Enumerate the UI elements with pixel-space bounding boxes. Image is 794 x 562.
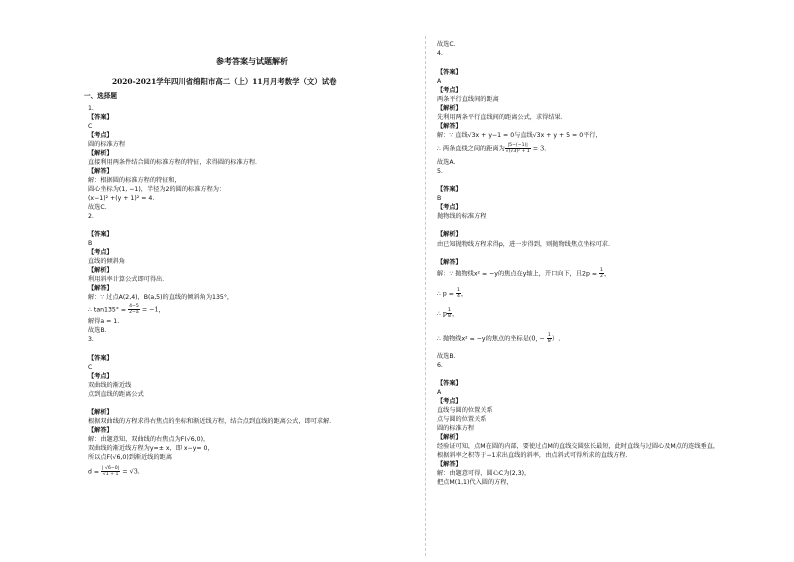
right-line-text: 由已知抛物线方程求得p，进一步得到，则抛物线焦点坐标可求． <box>437 241 615 248</box>
p-fraction-tail: ， <box>460 289 468 298</box>
right-line <box>437 113 567 122</box>
parallel-distance-tail: = 3. <box>530 144 547 153</box>
right-line <box>437 388 441 397</box>
right-line <box>437 77 441 86</box>
two-p-tail: ， <box>603 269 611 278</box>
right-line-text: 【考点】 <box>437 204 462 211</box>
right-line <box>437 415 487 424</box>
p-over-2-fraction-numerator: 1 <box>448 308 451 313</box>
parallel-distance-fraction-denominator: √(√3)² + 1 <box>505 149 530 155</box>
focus-fraction-numerator: 1 <box>547 333 551 338</box>
right-line <box>437 268 610 279</box>
right-line <box>437 240 614 249</box>
left-line <box>88 275 168 284</box>
right-line <box>437 185 462 194</box>
left-line-text: 【考点】 <box>88 373 113 380</box>
parallel-distance-fraction-numerator: |5−(−1)| <box>505 143 531 149</box>
left-line-text: 直接利用两条件结合圆的标准方程的特征，求得圆的标准方程． <box>88 159 262 166</box>
left-line <box>88 326 111 335</box>
p-fraction-denominator: 4 <box>456 294 460 300</box>
right-line-text: ∴ p = <box>437 290 456 298</box>
left-line-text: 解：∵ 过点A(2,4)，B(a,5)的直线的倾斜角为135°， <box>88 294 234 301</box>
doc-subtitle: 2020-2021学年四川省绵阳市高二（上）11月月考数学（文）试卷 <box>112 77 337 86</box>
left-line <box>88 284 113 293</box>
left-line <box>88 167 113 176</box>
right-line-text: 根据斜率之积等于−1求出直线的斜率，由点斜式可得所求的直线方程． <box>437 452 632 459</box>
tan-fraction-numerator: 4−5 <box>129 304 139 309</box>
left-line <box>88 212 94 221</box>
right-line <box>437 333 560 344</box>
left-line <box>88 158 261 167</box>
left-line-text: 【答案】 <box>88 114 113 121</box>
doc-title: 参考答案与试题解析 <box>216 56 288 66</box>
two-p-fraction-numerator: 1 <box>600 268 603 273</box>
left-line <box>88 466 140 477</box>
left-line <box>88 266 113 275</box>
left-line-text: 圆心坐标为(1, −1)，半径为2的圆的标准方程为： <box>88 186 226 193</box>
left-line <box>88 444 214 453</box>
left-line <box>88 113 113 122</box>
left-line-text: 【解析】 <box>88 409 113 416</box>
distance-fraction-numerator: | √6−0| <box>102 466 120 471</box>
right-line <box>437 361 443 370</box>
left-line-text: 【答案】 <box>88 231 113 238</box>
distance-fraction <box>101 466 120 477</box>
left-line-text: C <box>88 364 93 371</box>
right-line-text: 【解析】 <box>437 434 462 441</box>
p-over-2-fraction-denominator: 8 <box>448 314 451 320</box>
left-line <box>88 149 113 158</box>
right-line-text: 把点M(1,1)代入圆的方程， <box>437 479 513 486</box>
left-line <box>88 426 113 435</box>
left-line-text: 解得a = 1. <box>88 318 120 325</box>
right-line-text: 【考点】 <box>437 398 462 405</box>
right-line-text: 点与圆的位置关系 <box>437 416 487 423</box>
left-line-text: 2. <box>88 213 94 220</box>
left-line-text: 点到直线的距离公式 <box>88 391 144 398</box>
right-line <box>437 424 474 433</box>
left-line-text: 【考点】 <box>88 249 113 256</box>
left-line-text: 【解答】 <box>88 285 113 292</box>
left-line-text: 双曲线的渐近线方程为y=± x，即 x−y= 0， <box>88 445 214 452</box>
right-line-text: A <box>437 389 442 396</box>
left-line <box>88 435 209 444</box>
left-line-text: 圆的标准方程 <box>88 141 126 148</box>
two-p-fraction-denominator: 2 <box>600 274 603 280</box>
left-line-text: 故选C． <box>88 204 111 211</box>
right-line <box>437 478 513 487</box>
left-line <box>88 194 154 203</box>
right-line-text: 4. <box>437 50 443 57</box>
tan-fraction-denominator: 2−a <box>129 310 139 316</box>
right-line-text: 故选B． <box>437 353 460 360</box>
right-line-text: 解：∵ 抛物线x² = −y的焦点在y轴上，开口向下，且2p = <box>437 270 600 278</box>
right-line <box>437 212 487 221</box>
right-line <box>437 40 460 49</box>
right-line <box>437 451 632 460</box>
right-line-text: 【解答】 <box>437 461 462 468</box>
right-line <box>437 258 462 267</box>
right-line-text: 【解答】 <box>437 123 462 130</box>
right-line <box>437 68 462 77</box>
left-line-text: 【解析】 <box>88 150 113 157</box>
right-line <box>437 397 462 406</box>
left-line <box>88 408 113 417</box>
left-line-text: 解：由题意知，双曲线的右焦点为F(√6,0)， <box>88 436 210 443</box>
left-line-text: 利用斜率计算公式即可得出． <box>88 276 169 283</box>
left-line-text: 【答案】 <box>88 355 113 362</box>
left-line <box>88 381 131 390</box>
right-line <box>437 143 546 154</box>
column-divider <box>425 36 426 556</box>
p-fraction-numerator: 1 <box>456 288 460 293</box>
left-line <box>88 230 113 239</box>
left-line-text: 【解答】 <box>88 168 113 175</box>
right-line <box>437 469 530 478</box>
right-line <box>437 104 462 113</box>
right-line <box>437 288 467 299</box>
right-line <box>437 433 462 442</box>
right-line-text: 直线与圆的位置关系 <box>437 407 493 414</box>
right-line-text: 圆的标准方程 <box>437 425 475 432</box>
right-line <box>437 49 443 58</box>
left-line-text: 故选B． <box>88 327 111 334</box>
right-line <box>437 167 443 176</box>
left-line <box>88 390 144 399</box>
p-over-2-tail: ， <box>451 309 459 318</box>
left-line <box>88 363 92 372</box>
right-line-text: 【解答】 <box>437 259 462 266</box>
right-line <box>437 308 458 319</box>
left-line <box>88 453 172 462</box>
right-line-text: 经验证可知，点M在圆的内部，要使过点M的直线交圆弦长最短，此时直线与过圆心及M点的连线垂直， <box>437 443 720 450</box>
tan-fraction <box>128 304 140 315</box>
right-line-text: ∴ 抛物线x² = −y的焦点的坐标是 <box>437 335 529 343</box>
left-line <box>88 304 165 315</box>
left-line-text: 【解析】 <box>88 267 113 274</box>
right-line <box>437 460 462 469</box>
right-line-text: 【考点】 <box>437 87 462 94</box>
tan-fraction-tail: = −1， <box>139 305 166 314</box>
left-line-text: d = <box>88 468 102 476</box>
right-line-text: 两条平行直线间的距离 <box>437 96 499 103</box>
left-line-text: ∴ tan135° = <box>88 306 129 314</box>
section-heading: 一、选择题 <box>84 92 117 100</box>
left-line <box>88 122 92 131</box>
right-line <box>437 95 499 104</box>
right-line-text: 【解析】 <box>437 231 462 238</box>
right-line <box>437 230 462 239</box>
left-line-text: 直线的倾斜角 <box>88 258 126 265</box>
right-line <box>437 86 462 95</box>
right-line-text: 解：∵ 直线√3x + y−1 = 0与直线√3x + y + 5 = 0平行， <box>437 132 602 139</box>
p-over-2-label: p <box>442 309 447 318</box>
left-line-text: 根据双曲线的方程求得右焦点的坐标和渐近线方程，结合点到直线的距离公式，即可求解． <box>88 418 336 425</box>
right-line <box>437 203 462 212</box>
right-line-text: A <box>437 78 442 85</box>
right-line-text: 解：由题意可得，圆心C为(2,3)， <box>437 470 531 477</box>
right-line-text: ∴ <box>437 310 443 318</box>
focus-open: (0, − <box>528 334 547 343</box>
left-line <box>88 131 113 140</box>
left-line-text: (x−1)² +(y + 1)² = 4. <box>88 195 155 202</box>
right-line-text: B <box>437 195 442 202</box>
distance-fraction-tail: = √3. <box>120 467 140 476</box>
left-line-text: 【考点】 <box>88 132 113 139</box>
right-line-text: 先利用两条平行直线间的距离公式，求得结果． <box>437 114 567 121</box>
left-line <box>88 354 113 363</box>
left-line-text: 解：根据圆的标准方程的特征和， <box>88 177 181 184</box>
left-line <box>88 257 125 266</box>
left-line-text: 3. <box>88 336 94 343</box>
focus-fraction-denominator: 8 <box>547 339 551 345</box>
right-line-text: 抛物线的标准方程 <box>437 213 487 220</box>
left-line <box>88 203 111 212</box>
left-line-text: 所以点F(√6,0)到渐近线的距离 <box>88 454 173 461</box>
right-line <box>437 406 493 415</box>
parallel-distance-fraction <box>505 143 531 154</box>
right-line <box>437 352 460 361</box>
distance-fraction-denominator: √1 + 1 <box>102 472 119 478</box>
left-line-text: 【解答】 <box>88 427 113 434</box>
right-line-text: 故选A． <box>437 159 460 166</box>
right-line <box>437 194 441 203</box>
left-line-text: 1. <box>88 105 94 112</box>
right-line-text: 5. <box>437 168 443 175</box>
right-line <box>437 158 460 167</box>
left-line <box>88 417 336 426</box>
right-line <box>437 122 462 131</box>
focus-close: ）. <box>551 334 561 343</box>
left-line <box>88 176 181 185</box>
right-line-text: ∴ 两条直线之间的距离为 <box>437 145 505 153</box>
left-line <box>88 335 94 344</box>
left-line <box>88 248 113 257</box>
left-line-text: 双曲线的渐近线 <box>88 382 132 389</box>
left-line-text: C <box>88 123 93 130</box>
left-line <box>88 317 119 326</box>
right-line-text: 【答案】 <box>437 380 462 387</box>
right-line <box>437 442 719 451</box>
right-line <box>437 131 602 140</box>
left-line <box>88 372 113 381</box>
left-line <box>88 293 233 302</box>
right-line-text: 故选C． <box>437 41 460 48</box>
right-line <box>437 379 462 388</box>
left-line <box>88 104 94 113</box>
right-line-text: 【答案】 <box>437 69 462 76</box>
left-line <box>88 140 125 149</box>
right-line-text: 6. <box>437 362 443 369</box>
right-line-text: 【答案】 <box>437 186 462 193</box>
left-line <box>88 239 92 248</box>
right-line-text: 【解析】 <box>437 105 462 112</box>
left-line-text: B <box>88 240 93 247</box>
left-line <box>88 185 225 194</box>
